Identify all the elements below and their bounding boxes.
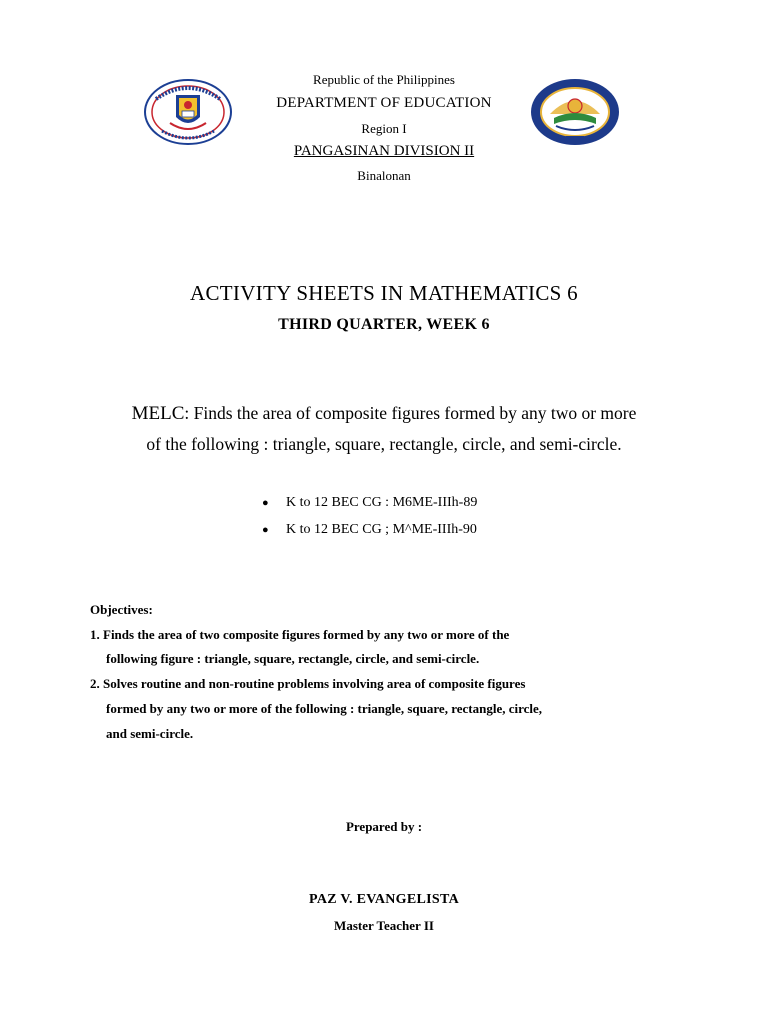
region-line: Region I: [361, 121, 407, 136]
objective-2-line-2: formed by any two or more of the following : triangle, square, rectangle, circle,: [106, 700, 543, 716]
melc-label: MELC: [131, 403, 185, 424]
melc-line-2: of the following : triangle, square, rectangle, circle, and semi-circle.: [146, 434, 622, 454]
objectives-block: [90, 598, 690, 746]
melc-line-1: [0, 398, 768, 429]
code-text: K to 12 BEC CG : M6ME-IIIh-89: [286, 494, 478, 510]
list-item: [262, 489, 477, 516]
melc-block: [0, 398, 768, 459]
prepared-by-label: Prepared by :: [345, 819, 423, 834]
code-list: [262, 489, 477, 543]
page-title: ACTIVITY SHEETS IN MATHEMATICS 6: [190, 281, 578, 305]
division-line: [0, 143, 768, 160]
objective-1-line-1: 1. Finds the area of two composite figures formed by any two or more of the: [90, 626, 510, 642]
republic-line: Republic of the Philippines: [313, 72, 455, 87]
objective-2-line-1: 2. Solves routine and non-routine problems involving area of composite figures: [90, 676, 526, 692]
department-line: DEPARTMENT OF EDUCATION: [276, 95, 492, 111]
code-text: K to 12 BEC CG ; M^ME-IIIh-90: [286, 521, 477, 537]
objectives-heading: Objectives:: [90, 602, 153, 617]
objective-2-line-3: and semi-circle.: [106, 725, 194, 741]
division-text: PANGASINAN DIVISION II: [293, 143, 475, 159]
bullet-icon: ●: [262, 523, 269, 536]
author-name: PAZ V. EVANGELISTA: [309, 892, 459, 907]
objective-1-line-2: following figure : triangle, square, rectangle, circle, and semi-circle.: [106, 651, 480, 667]
author-position: Master Teacher II: [334, 918, 434, 933]
melc-text-1: : Finds the area of composite figures formed by any two or more: [184, 403, 637, 423]
municipality-line: Binalonan: [357, 168, 411, 183]
list-item: [262, 516, 477, 543]
page-subtitle: THIRD QUARTER, WEEK 6: [278, 316, 490, 333]
bullet-icon: ●: [262, 496, 269, 509]
